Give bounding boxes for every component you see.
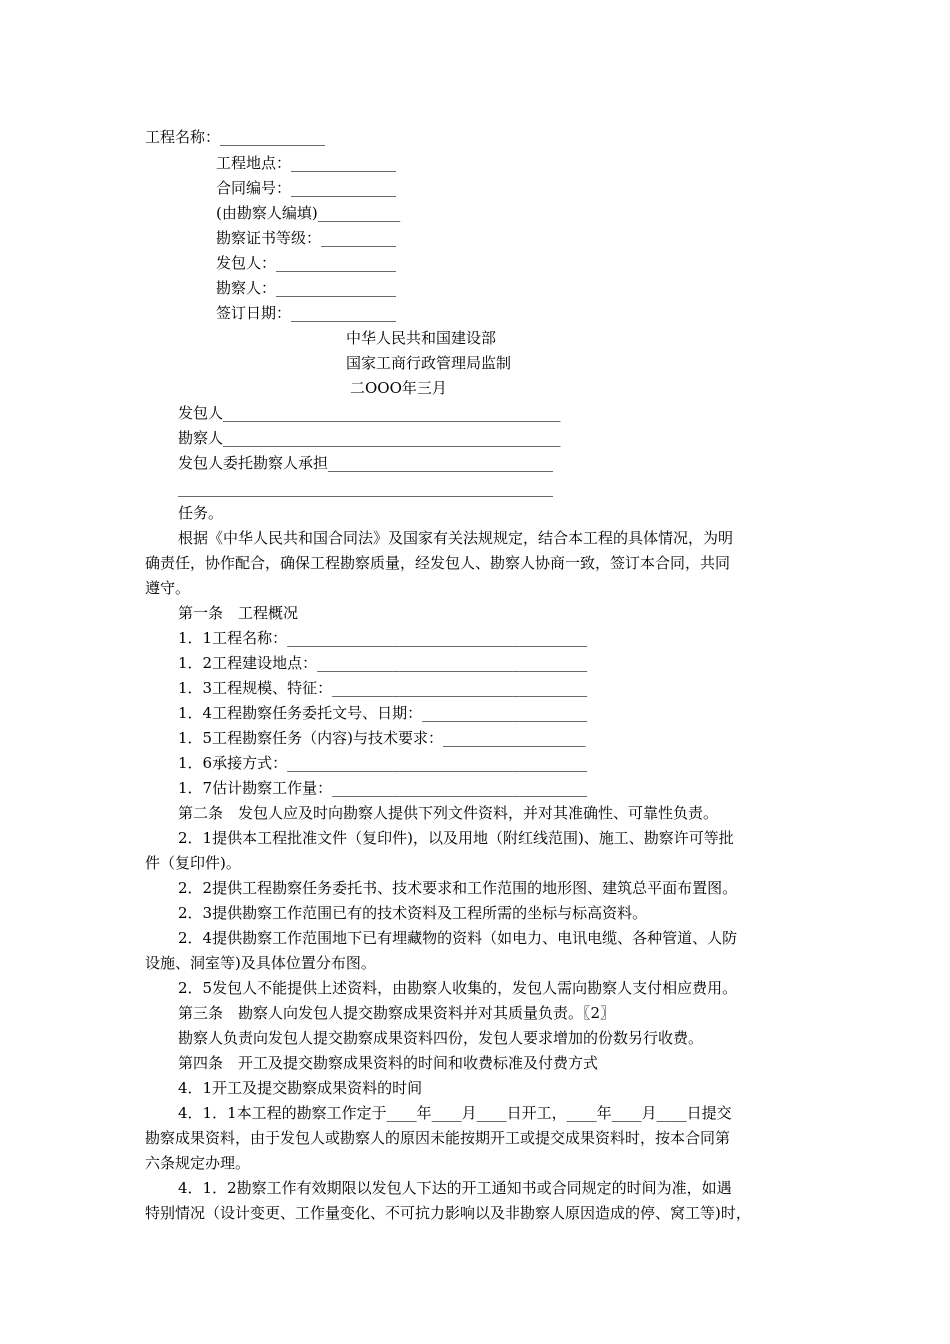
preamble-line-1: 根据《中华人民共和国合同法》及国家有关法规规定，结合本工程的具体情况，为明	[178, 529, 734, 547]
article-4-1-1-line-1: 4．1．1本工程的勘察工作定于____年____月____日开工，____年____月____日提交	[178, 1104, 732, 1122]
party-blank-line: __________________________________________________	[178, 479, 553, 497]
article-4-1-2-line-1: 4．1．2勘察工作有效期限以发包人下达的开工通知书或合同规定的时间为准，如遇	[178, 1179, 732, 1197]
cover-employer: 发包人：________________	[216, 254, 397, 272]
article-4-title: 第四条 开工及提交勘察成果资料的时间和收费标准及付费方式	[178, 1054, 599, 1072]
cover-surveyor: 勘察人：________________	[216, 279, 397, 297]
article-2-item-4-line-1: 2．4提供勘察工作范围地下已有埋藏物的资料（如电力、电讯电缆、各种管道、人防	[178, 929, 738, 947]
article-4-section-1: 4．1开工及提交勘察成果资料的时间	[178, 1079, 423, 1097]
article-2-title: 第二条 发包人应及时向勘察人提供下列文件资料，并对其准确性、可靠性负责。	[178, 804, 719, 822]
party-task: 任务。	[178, 504, 224, 522]
article-1-item-1: 1．1工程名称：________________________________________	[178, 629, 588, 647]
article-1-item-2: 1．2工程建设地点：____________________________________	[178, 654, 588, 672]
cover-issuer-ministry: 中华人民共和国建设部	[346, 329, 497, 347]
article-3-body: 勘察人负责向发包人提交勘察成果资料四份，发包人要求增加的份数另行收费。	[178, 1029, 704, 1047]
article-4-1-2-line-2: 特别情况（设计变更、工作量变化、不可抗力影响以及非勘察人原因造成的停、窝工等)时，	[145, 1204, 751, 1222]
article-4-1-1-line-2: 勘察成果资料，由于发包人或勘察人的原因未能按期开工或提交成果资料时，按本合同第	[145, 1129, 731, 1147]
article-2-item-3: 2．3提供勘察工作范围已有的技术资料及工程所需的坐标与标高资料。	[178, 904, 648, 922]
article-1-item-5: 1．5工程勘察任务（内容)与技术要求：___________________	[178, 729, 586, 747]
cover-project-name: 工程名称：______________	[145, 128, 326, 146]
article-2-item-1-line-1: 2．1提供本工程批准文件（复印件)，以及用地（附红线范围)、施工、勘察许可等批	[178, 829, 734, 847]
article-1-title: 第一条 工程概况	[178, 604, 299, 622]
party-entrust-line: 发包人委托勘察人承担______________________________	[178, 454, 554, 472]
article-1-item-7: 1．7估计勘察工作量：__________________________________	[178, 779, 588, 797]
article-1-item-3: 1．3工程规模、特征：__________________________________	[178, 679, 588, 697]
article-2-item-1-line-2: 件（复印件)。	[145, 854, 241, 872]
article-4-1-1-line-3: 六条规定办理。	[145, 1154, 251, 1172]
cover-sign-date: 签订日期：______________	[216, 304, 397, 322]
preamble-line-2: 确责任，协作配合，确保工程勘察质量，经发包人、勘察人协商一致，签订本合同，共同	[145, 554, 731, 572]
cover-numbered-by: (由勘察人编填)___________	[216, 204, 401, 222]
article-2-item-5: 2．5发包人不能提供上述资料，由勘察人收集的，发包人需向勘察人支付相应费用。	[178, 979, 738, 997]
cover-issuer-bureau: 国家工商行政管理局监制	[346, 354, 512, 372]
cover-project-location: 工程地点：______________	[216, 154, 397, 172]
article-2-item-2: 2．2提供工程勘察任务委托书、技术要求和工作范围的地形图、建筑总平面布置图。	[178, 879, 738, 897]
cover-issue-date: 二OOO年三月	[350, 379, 447, 397]
article-1-item-6: 1．6承接方式：________________________________________	[178, 754, 588, 772]
article-3-title: 第三条 勘察人向发包人提交勘察成果资料并对其质量负责。〖2〗	[178, 1004, 616, 1022]
article-2-item-4-line-2: 设施、洞室等)及具体位置分布图。	[145, 954, 376, 972]
party-surveyor-line: 勘察人_____________________________________________	[178, 429, 561, 447]
party-employer-line: 发包人_____________________________________________	[178, 404, 561, 422]
cover-cert-grade: 勘察证书等级：__________	[216, 229, 397, 247]
article-1-item-4: 1．4工程勘察任务委托文号、日期：______________________	[178, 704, 588, 722]
cover-contract-no: 合同编号：______________	[216, 179, 397, 197]
preamble-line-3: 遵守。	[145, 579, 191, 597]
